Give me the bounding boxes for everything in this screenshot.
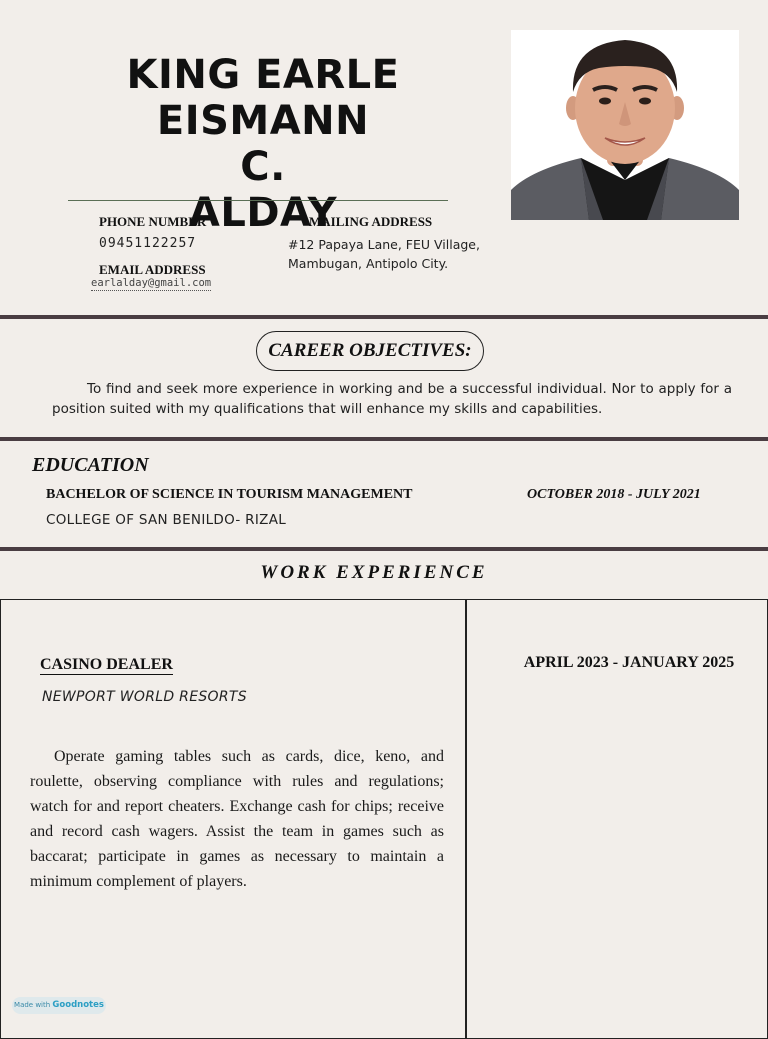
education-dates: OCTOBER 2018 - JULY 2021	[527, 487, 701, 502]
name-divider	[68, 200, 448, 201]
job-dates: APRIL 2023 - JANUARY 2025	[523, 654, 735, 671]
section-divider	[0, 437, 768, 441]
applicant-name	[24, 52, 502, 236]
name-line-2: C.	[240, 144, 286, 190]
career-objectives-text: To find and seek more experience in working and be a successful individual. Nor to apply for a position suited with my qualifications that will enhance my skills and capabilities.	[52, 381, 732, 417]
job-title: CASINO DEALER	[40, 656, 173, 673]
portrait-image	[511, 30, 739, 220]
name-line-3: ALDAY	[188, 190, 338, 236]
work-experience-title: WORK EXPERIENCE	[260, 562, 488, 583]
profile-photo	[511, 30, 739, 220]
name-line-1: KING EARLE EISMANN	[126, 52, 400, 144]
mailing-address-value: #12 Papaya Lane, FEU Village, Mambugan, Antipolo City.	[288, 237, 480, 271]
phone-value: 09451122257	[99, 236, 197, 251]
company-name: NEWPORT WORLD RESORTS	[42, 689, 247, 705]
section-divider	[0, 315, 768, 319]
email-label: EMAIL ADDRESS	[99, 262, 206, 277]
badge-prefix: Made with	[14, 1001, 51, 1009]
section-divider	[0, 547, 768, 551]
education-school: COLLEGE OF SAN BENILDO- RIZAL	[46, 512, 287, 528]
education-title: EDUCATION	[32, 454, 149, 476]
email-link[interactable]: earlalday@gmail.com	[91, 277, 212, 289]
career-objectives-title: CAREER OBJECTIVES:	[268, 340, 472, 361]
education-degree: BACHELOR OF SCIENCE IN TOURISM MANAGEMENT	[46, 487, 413, 502]
phone-label: PHONE NUMBER	[99, 214, 207, 229]
made-with-badge[interactable]	[12, 997, 106, 1014]
mailing-address-label: MAILING ADDRESS	[309, 214, 433, 229]
job-description: Operate gaming tables such as cards, dice, keno, and roulette, observing compliance with rules and regulations; watch for and report cheaters. Exchange cash for chips; receive and record cash wagers. Assist the team in games such as baccarat; participate in games as necessary to maintain a minimum complement of players.	[30, 748, 444, 890]
badge-brand: Goodnotes	[52, 1000, 104, 1010]
